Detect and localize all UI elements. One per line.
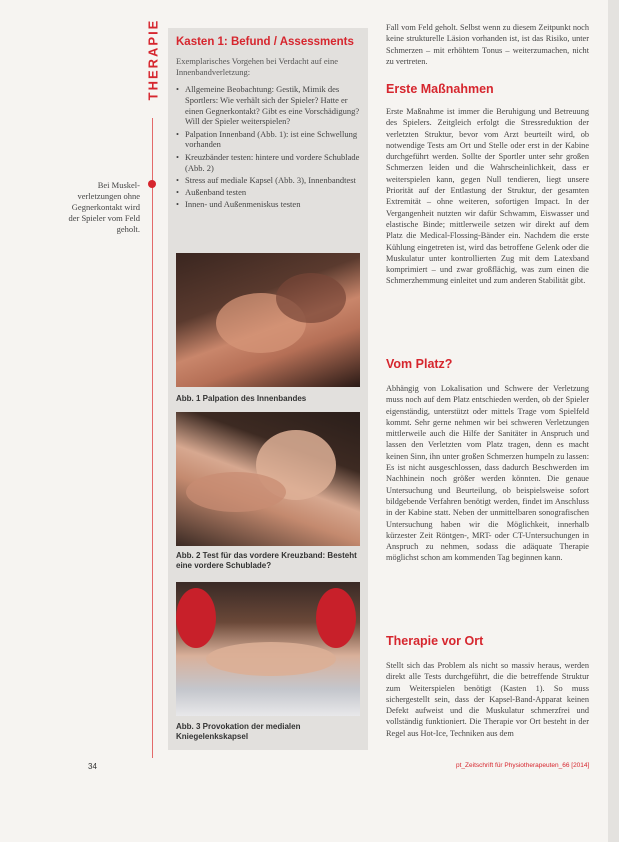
box-list	[176, 84, 364, 212]
intro-paragraph: Fall vom Feld geholt. Selbst wenn zu diesem Zeitpunkt noch keine strukturelle Läsion vorhanden ist, ist das Risiko, unter Schmerzen – mit erhöhtem Tonus – weiterzumachen, nicht zu vertreten.	[386, 23, 589, 66]
photo-capsule-provocation	[176, 582, 360, 716]
photo-drawer-test	[176, 412, 360, 546]
list-item: • Außenband testen	[176, 187, 364, 198]
list-item: • Allgemeine Beobachtung: Gestik, Mimik des Sportlers: Wie verhält sich der Spieler? Hatte er einen Gegnerkontakt? Gibt es eine Vorschädigung? Will der Spieler weiterspielen?	[176, 84, 364, 127]
list-item: • Stress auf mediale Kapsel (Abb. 3), Innenbandtest	[176, 175, 364, 186]
margin-rule	[152, 118, 153, 758]
list-item: • Innen- und Außenmeniskus testen	[176, 199, 364, 210]
box-title: Kasten 1: Befund / Assessments	[176, 36, 354, 48]
page-number: 34	[88, 762, 97, 771]
heading-therapie-vor-ort: Therapie vor Ort	[386, 634, 484, 648]
section-tab	[141, 14, 163, 114]
caption-figure-2: Abb. 2 Test für das vordere Kreuzband: Besteht eine vordere Schublade?	[176, 551, 357, 570]
footer-journal: pt_Zeitschrift für Physiotherapeuten_66 [2014]	[456, 762, 590, 769]
paragraph-vom-platz: Abhängig von Lokalisation und Schwere der Verletzung muss noch auf dem Platz entschieden werden, ob der Spieler eigenständig, unterstützt oder mittels Trage vom Spielfeld kommt. Sehr gerne nehmen wir bei schweren Verletzungen mittlerweile auch die Hilfe der Sanitäter in Anspruch und lassen den Verletzten vom Platz tragen, denn es macht keinen Sinn, ihn unter großen Schmerzen humpeln zu lassen: Es ist nicht ausgeschlossen, dass dadurch Beschwerden im Nachhinein noch größer werden könnten. Die genaue Untersuchung und Beurteilung, ob beispielsweise sofort bildgebende Verfahren benötigt werden, findet im Anschluss in der Kabine statt. Neben der unmittelbaren sonografischen Untersuchung haben wir die Möglichkeit, innerhalb kürzester Zeit Röntgen-, MRT- oder CT-Untersuchungen in Anspruch zu nehmen, sodass die adäquate Therapie möglichst schon am kommenden Tag beginnen kann.	[386, 384, 589, 563]
caption-figure-1: Abb. 1 Palpation des Innenbandes	[176, 394, 307, 403]
margin-note: Bei Muskel-verletzungen ohne Gegnerkontakt wird der Spieler vom Feld geholt.	[68, 180, 140, 234]
caption-figure-3: Abb. 3 Provokation der medialen Kniegelenkskapsel	[176, 722, 301, 741]
paragraph-erste-massnahmen: Erste Maßnahme ist immer die Beruhigung und Betreuung des Spielers. Zeitgleich erfolgt die Stressreduktion der verletzten Struktur, bevor vom Arzt beurteilt wird, ob notwendige Tests am Ort und Stelle oder erst in der Kabine durchgeführt werden. Sollte der Sportler unter sehr großen Schmerzen leiden und die Wahrscheinlichkeit, dass er weiterspielen kann, gegen Null tendieren, liegt unsere Priorität auf der Entlastung der Struktur, der gesamten Extremität – ohne weiteren, sofortigen Impact. In der Vergangenheit nutzten wir dafür Schwamm, Eiswasser und elastische Binde; mittlerweile setzen wir direkt auf dem Platz die Medical-Flossing-Bänder ein. Nachdem die erste Kühlung eingetreten ist, wird das betroffene Gelenk oder die Muskulatur unter kontrollierten Zug mit dem Latexband komprimiert – und zwar großflächig, was zum einen die Schmerzhemmung einleitet und zum anderen Stabilität gibt.	[386, 107, 589, 286]
photo-palpation	[176, 253, 360, 387]
section-tab-label: THERAPIE	[145, 18, 161, 101]
box-subtitle: Exemplarisches Vorgehen bei Verdacht auf eine Innenbandverletzung:	[176, 56, 338, 77]
heading-vom-platz: Vom Platz?	[386, 357, 453, 371]
list-item: • Palpation Innenband (Abb. 1): ist eine Schwellung vorhanden	[176, 129, 364, 151]
page-edge	[608, 0, 619, 842]
margin-bullet	[148, 180, 156, 188]
paragraph-therapie-vor-ort: Stellt sich das Problem als nicht so massiv heraus, werden direkt alle Tests durchgeführt, die die betreffende Struktur zum Weiterspielen benötigt (Kasten 1). So muss sichergestellt sein, dass der Kapsel-Band-Apparat keinen Defekt aufweist und die Muskulatur schmerzfrei und vollständig funktioniert. Die Therapie vor Ort besteht in der Regel aus Hot-Ice, Techniken aus dem	[386, 661, 589, 738]
heading-erste-massnahmen: Erste Maßnahmen	[386, 82, 494, 96]
list-item: • Kreuzbänder testen: hintere und vordere Schublade (Abb. 2)	[176, 152, 364, 174]
